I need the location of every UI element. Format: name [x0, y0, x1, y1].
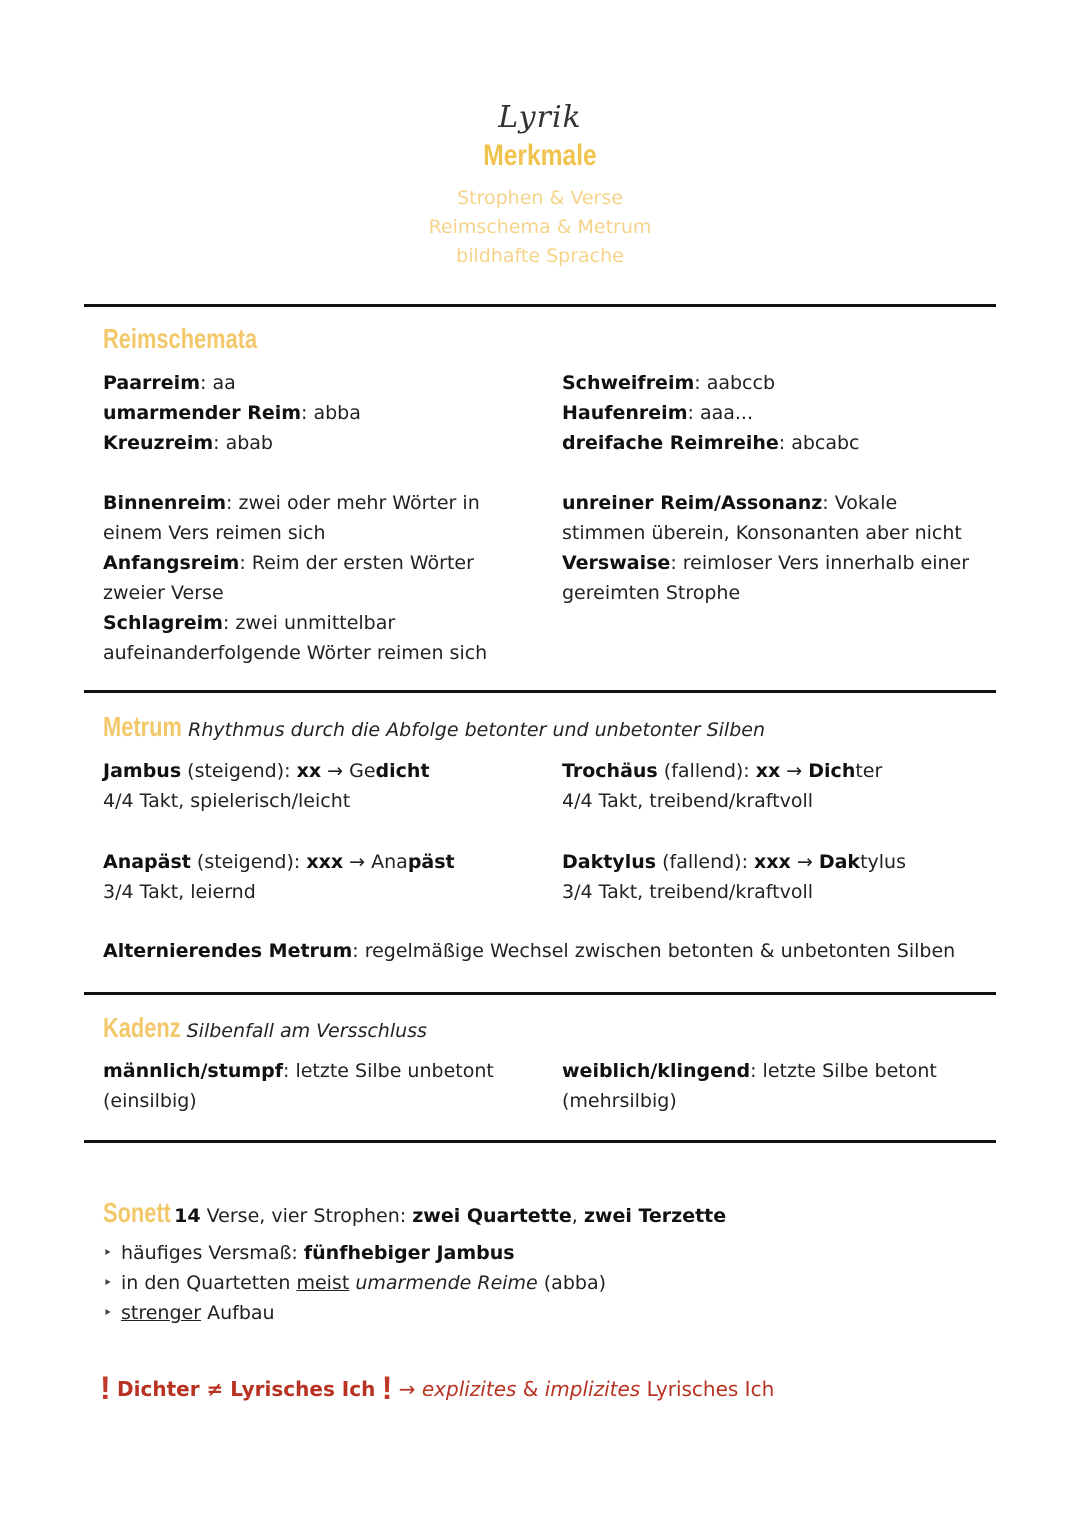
- term: Daktylus: [562, 851, 657, 873]
- section-sonett-heading: [103, 1198, 726, 1231]
- sonett-bullet-list: [103, 1238, 606, 1328]
- subtitle-line: Reimschema & Metrum: [428, 216, 652, 238]
- definition: : regelmäßige Wechsel zwischen betonten & unbetonten Silben: [352, 940, 956, 962]
- definition-extra: (mehrsilbig): [562, 1090, 677, 1112]
- definition-row: [562, 428, 1002, 458]
- pattern: xxx: [754, 851, 791, 873]
- term: Jambus: [103, 760, 182, 782]
- bullet-text: (abba): [537, 1272, 607, 1294]
- term: Haufenreim: [562, 402, 688, 424]
- divider: [84, 304, 996, 307]
- bullet-text-bold: fünfhebiger Jambus: [303, 1242, 515, 1264]
- metrum-daktylus: [562, 847, 1002, 907]
- metrum-desc: 4/4 Takt, spielerisch/leicht: [103, 790, 351, 812]
- metrum-alternierend: [103, 936, 955, 966]
- note-text-bold: Dichter ≠ Lyrisches Ich: [117, 1377, 376, 1401]
- note-text: Lyrisches Ich: [640, 1377, 775, 1401]
- page-header: [0, 100, 1080, 271]
- definition: : letzte Silbe unbetont: [283, 1060, 494, 1082]
- subtitle-line: bildhafte Sprache: [456, 245, 624, 267]
- kind: (steigend):: [190, 851, 307, 873]
- kadenz-left: [103, 1056, 523, 1116]
- definition-row: [562, 488, 982, 548]
- definition-row: [562, 1056, 1002, 1086]
- example: tylus: [860, 851, 906, 873]
- reimschemata-basic-right: [562, 368, 1002, 458]
- definition-row: [103, 608, 503, 668]
- bullet-text-underlined: meist: [296, 1272, 350, 1294]
- term: umarmender Reim: [103, 402, 302, 424]
- definition-row: [103, 1056, 523, 1086]
- exclamation-icon: !: [100, 1370, 111, 1406]
- pattern: xxx: [306, 851, 344, 873]
- list-item: [103, 1268, 606, 1298]
- term: Verswaise: [562, 552, 671, 574]
- page-title: Merkmale: [483, 139, 597, 172]
- example: Ge: [349, 760, 376, 782]
- divider: [84, 1140, 996, 1143]
- reimschemata-basic-left: [103, 368, 523, 458]
- term: Alternierendes Metrum: [103, 940, 353, 962]
- definition: : Vokale stimmen überein, Konsonanten aber nicht: [562, 492, 962, 544]
- section-title: Sonett: [103, 1197, 171, 1228]
- arrow-icon: →: [343, 851, 372, 873]
- definition: : abba: [301, 402, 361, 424]
- term: Schweifreim: [562, 372, 695, 394]
- kadenz-right: [562, 1056, 1002, 1116]
- exclamation-icon: !: [381, 1370, 393, 1406]
- section-title: Metrum: [103, 711, 182, 742]
- example-stress: dicht: [375, 760, 430, 782]
- pattern: xx: [755, 760, 781, 782]
- lyrisches-ich-note: [100, 1368, 774, 1409]
- kind: (fallend):: [656, 851, 755, 873]
- bullet-text: in den Quartetten: [121, 1272, 297, 1294]
- bullet-text-italic: umarmende Reime: [355, 1272, 538, 1294]
- metrum-trochaeus: [562, 756, 1002, 816]
- sonett-text: Verse, vier Strophen:: [200, 1205, 413, 1227]
- note-text-italic: explizites: [421, 1377, 517, 1401]
- term: Schlagreim: [103, 612, 223, 634]
- metrum-anapaest: [103, 847, 523, 907]
- metrum-row: [562, 847, 1002, 877]
- term: Anapäst: [103, 851, 191, 873]
- definition-row: [562, 398, 1002, 428]
- metrum-row: [103, 756, 523, 786]
- section-caption: Rhythmus durch die Abfolge betonter und unbetonter Silben: [188, 719, 765, 741]
- metrum-row: [562, 756, 1002, 786]
- arrow-icon: →: [321, 760, 350, 782]
- reimschemata-extra-right: [562, 488, 982, 608]
- term: Paarreim: [103, 372, 200, 394]
- bullet-text: Aufbau: [201, 1302, 275, 1324]
- sonett-text: ,: [571, 1205, 584, 1227]
- script-title: Lyrik: [498, 100, 582, 135]
- term: männlich/stumpf: [103, 1060, 284, 1082]
- bullet-text-underlined: strenger: [121, 1302, 202, 1324]
- term: Kreuzreim: [103, 432, 214, 454]
- definition: : abcabc: [778, 432, 860, 454]
- definition: : reimloser Vers innerhalb einer gereimten Strophe: [562, 552, 970, 604]
- term: Trochäus: [562, 760, 658, 782]
- arrow-icon: →: [780, 760, 809, 782]
- definition: : letzte Silbe betont: [750, 1060, 937, 1082]
- list-item: [103, 1238, 606, 1268]
- section-kadenz-heading: [103, 1013, 427, 1046]
- definition: : aabccb: [694, 372, 776, 394]
- definition: : aaa...: [687, 402, 753, 424]
- definition-row: [562, 368, 1002, 398]
- divider: [84, 690, 996, 693]
- term: weiblich/klingend: [562, 1060, 751, 1082]
- metrum-desc: 3/4 Takt, treibend/kraftvoll: [562, 881, 814, 903]
- example-stress: Dich: [808, 760, 856, 782]
- definition-row: [103, 488, 503, 548]
- definition-row: [103, 548, 503, 608]
- arrow-icon: →: [398, 1377, 416, 1401]
- metrum-jambus: [103, 756, 523, 816]
- definition-row: [103, 428, 523, 458]
- definition-row: [103, 398, 523, 428]
- pattern: xx: [296, 760, 322, 782]
- term: Binnenreim: [103, 492, 227, 514]
- definition: : Reim der ersten Wörter zweier Verse: [103, 552, 474, 604]
- verse-count: 14: [174, 1205, 201, 1227]
- term: dreifache Reimreihe: [562, 432, 779, 454]
- section-metrum-heading: [103, 712, 765, 745]
- definition-row: [103, 368, 523, 398]
- kind: (steigend):: [181, 760, 297, 782]
- section-caption: Silbenfall am Versschluss: [186, 1020, 427, 1042]
- definition: : abab: [213, 432, 273, 454]
- sonett-text-bold: zwei Terzette: [583, 1205, 727, 1227]
- section-title: Kadenz: [103, 1012, 181, 1043]
- definition: : aa: [200, 372, 236, 394]
- example-stress: Dak: [818, 851, 861, 873]
- list-item: [103, 1298, 606, 1328]
- arrow-icon: →: [790, 851, 819, 873]
- subtitle-list: [0, 184, 1080, 271]
- term: unreiner Reim/Assonanz: [562, 492, 823, 514]
- section-reimschemata-heading: [103, 324, 301, 357]
- metrum-desc: 3/4 Takt, leiernd: [103, 881, 256, 903]
- divider: [84, 992, 996, 995]
- example: ter: [855, 760, 883, 782]
- example: Ana: [371, 851, 408, 873]
- definition-extra: (einsilbig): [103, 1090, 197, 1112]
- bullet-text: häufiges Versmaß:: [121, 1242, 304, 1264]
- kind: (fallend):: [657, 760, 756, 782]
- reimschemata-extra-left: [103, 488, 503, 668]
- definition: : zwei unmittelbar aufeinanderfolgende Wörter reimen sich: [103, 612, 488, 664]
- term: Anfangsreim: [103, 552, 240, 574]
- note-text-italic: implizites: [544, 1377, 641, 1401]
- metrum-desc: 4/4 Takt, treibend/kraftvoll: [562, 790, 814, 812]
- example-stress: päst: [407, 851, 455, 873]
- definition: : zwei oder mehr Wörter in einem Vers reimen sich: [103, 492, 480, 544]
- subtitle-line: Strophen & Verse: [457, 187, 623, 209]
- note-text: &: [516, 1377, 545, 1401]
- definition-row: [562, 548, 982, 608]
- section-title: Reimschemata: [103, 323, 258, 354]
- sonett-text-bold: zwei Quartette: [412, 1205, 572, 1227]
- metrum-row: [103, 847, 523, 877]
